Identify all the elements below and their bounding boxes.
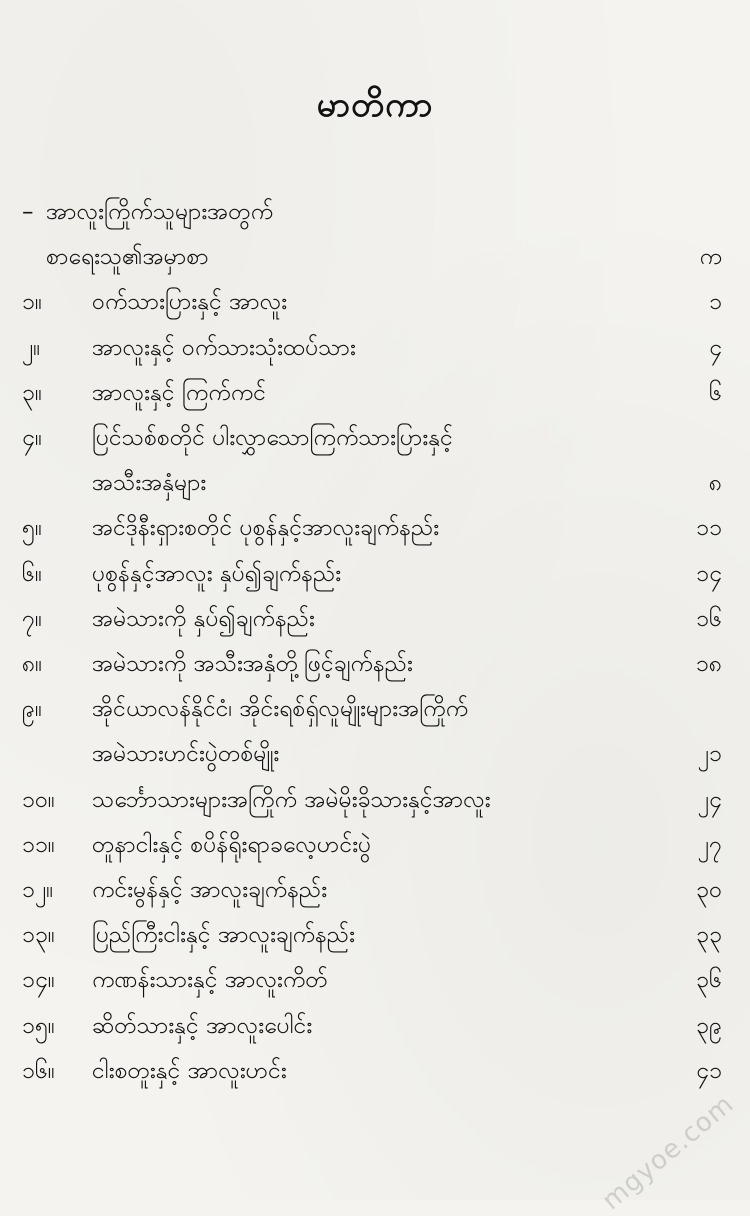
toc-number: –: [22, 199, 34, 225]
toc-number: ၁၄။: [22, 967, 55, 994]
toc-number: ၁။: [22, 289, 42, 316]
toc-page-number: ၂၁: [697, 741, 722, 768]
toc-title: ပုစွန်နှင့်အာလူး နှပ်၍ချက်နည်း: [92, 560, 342, 587]
toc-number: ၅။: [22, 515, 42, 542]
toc-page-number: ၈: [708, 470, 722, 497]
toc-row: [0, 958, 750, 1002]
toc-number: ၁၅။: [22, 1012, 55, 1039]
toc-title: ကဏန်းသားနှင့် အာလူးကိတ်: [92, 967, 328, 994]
toc-page-number: ၁၄: [696, 560, 722, 587]
toc-title: အိုင်ယာလန်နိုင်ငံ၊ အိုင်းရစ်ရှ်လူမျိုးများအကြိုက်: [92, 696, 469, 723]
toc-number: ၆။: [22, 560, 42, 587]
toc-page-number: ၄: [709, 334, 722, 361]
toc-title: အာလူးနှင့် ဝက်သားသုံးထပ်သား: [92, 334, 356, 361]
toc-row: [0, 416, 750, 460]
toc-number: ၁၃။: [22, 922, 55, 949]
toc-title: အမဲသားဟင်းပွဲတစ်မျိုး: [92, 741, 280, 768]
toc-page-number: ၁၈: [695, 651, 722, 677]
toc-row: [0, 597, 750, 641]
toc-row: [0, 552, 750, 596]
toc-page-number: ၂၇: [697, 831, 722, 858]
toc-row: [0, 1049, 750, 1093]
toc-page-number: ၆: [709, 379, 722, 406]
page-title: မာတိကာ: [316, 85, 434, 125]
toc-page-number: ၃၆: [696, 967, 722, 994]
toc-title: အာလူးကြိုက်သူများအတွက်: [46, 199, 274, 225]
toc-number: ၉။: [22, 696, 42, 723]
toc-row: [0, 687, 750, 731]
toc-page-number: ၂၄: [697, 786, 722, 813]
toc-row: [0, 326, 750, 370]
toc-row: [0, 280, 750, 324]
toc-row: [0, 190, 750, 234]
toc-row: [0, 868, 750, 912]
toc-title: ပြည်ကြီးငါးနှင့် အာလူးချက်နည်း: [92, 922, 355, 949]
toc-row: [0, 732, 750, 776]
toc-number: ၃။: [22, 379, 42, 406]
toc-title: အင်ဒိုနီးရှားစတိုင် ပုစွန်နှင့်အာလူးချက်နည်း: [92, 515, 440, 542]
toc-title: တူနာငါးနှင့် စပိန်ရိုးရာခလေ့ဟင်းပွဲ: [92, 831, 372, 858]
toc-title: သင်္ဘောသားများအကြိုက် အမဲမိုးခိုသားနှင့်အာလူး: [92, 786, 491, 813]
toc-row: [0, 371, 750, 415]
toc-title: ကင်းမွန်နှင့် အာလူးချက်နည်း: [92, 877, 328, 903]
toc-title: ပြင်သစ်စတိုင် ပါးလွှာသောကြက်သားပြားနှင့်: [92, 425, 453, 451]
toc-number: ၄။: [22, 425, 42, 451]
toc-number: ၂။: [22, 334, 41, 361]
toc-page-number: ၃၀: [696, 877, 722, 903]
toc-title: အာလူးနှင့် ကြက်ကင်: [92, 379, 267, 406]
toc-page-number: ၁၆: [696, 605, 722, 632]
toc-number: ၇။: [22, 605, 42, 632]
toc-number: ၈။: [22, 651, 43, 677]
toc-page-number: ၁၁: [696, 515, 722, 542]
toc-title: အသီးအနှံများ: [92, 470, 207, 497]
toc-number: ၁၀။: [22, 786, 55, 813]
toc-page-number: ၃၉: [696, 1012, 722, 1039]
toc-row: [0, 461, 750, 505]
toc-row: [0, 778, 750, 822]
toc-page-number: က: [699, 244, 722, 271]
toc-page-number: ၁: [709, 289, 722, 316]
toc-row: [0, 823, 750, 867]
watermark: mgyoe.com: [596, 1089, 740, 1216]
toc-page-number: ၄၁: [696, 1057, 722, 1084]
toc-title: အမဲသားကို နှပ်၍ချက်နည်း: [92, 605, 315, 632]
toc-row: [0, 913, 750, 957]
toc-number: ၁၂။: [22, 877, 54, 903]
toc-row: [0, 506, 750, 550]
toc-row: [0, 642, 750, 686]
toc-page-number: ၃၃: [696, 922, 722, 949]
toc-title: ငါးစတူးနှင့် အာလူးဟင်း: [92, 1057, 287, 1084]
toc-row: [0, 1004, 750, 1048]
toc-title: အမဲသားကို အသီးအနှံတို့ဖြင့်ချက်နည်း: [92, 651, 413, 677]
toc-title: ဝက်သားပြားနှင့် အာလူး: [92, 289, 288, 316]
toc-title: စာရေးသူ၏အမှာစာ: [46, 244, 209, 271]
toc-number: ၁၁။: [22, 831, 55, 858]
toc-title: ဆိတ်သားနှင့် အာလူးပေါင်း: [92, 1012, 313, 1039]
toc-row: [0, 235, 750, 279]
toc-number: ၁၆။: [22, 1057, 55, 1084]
